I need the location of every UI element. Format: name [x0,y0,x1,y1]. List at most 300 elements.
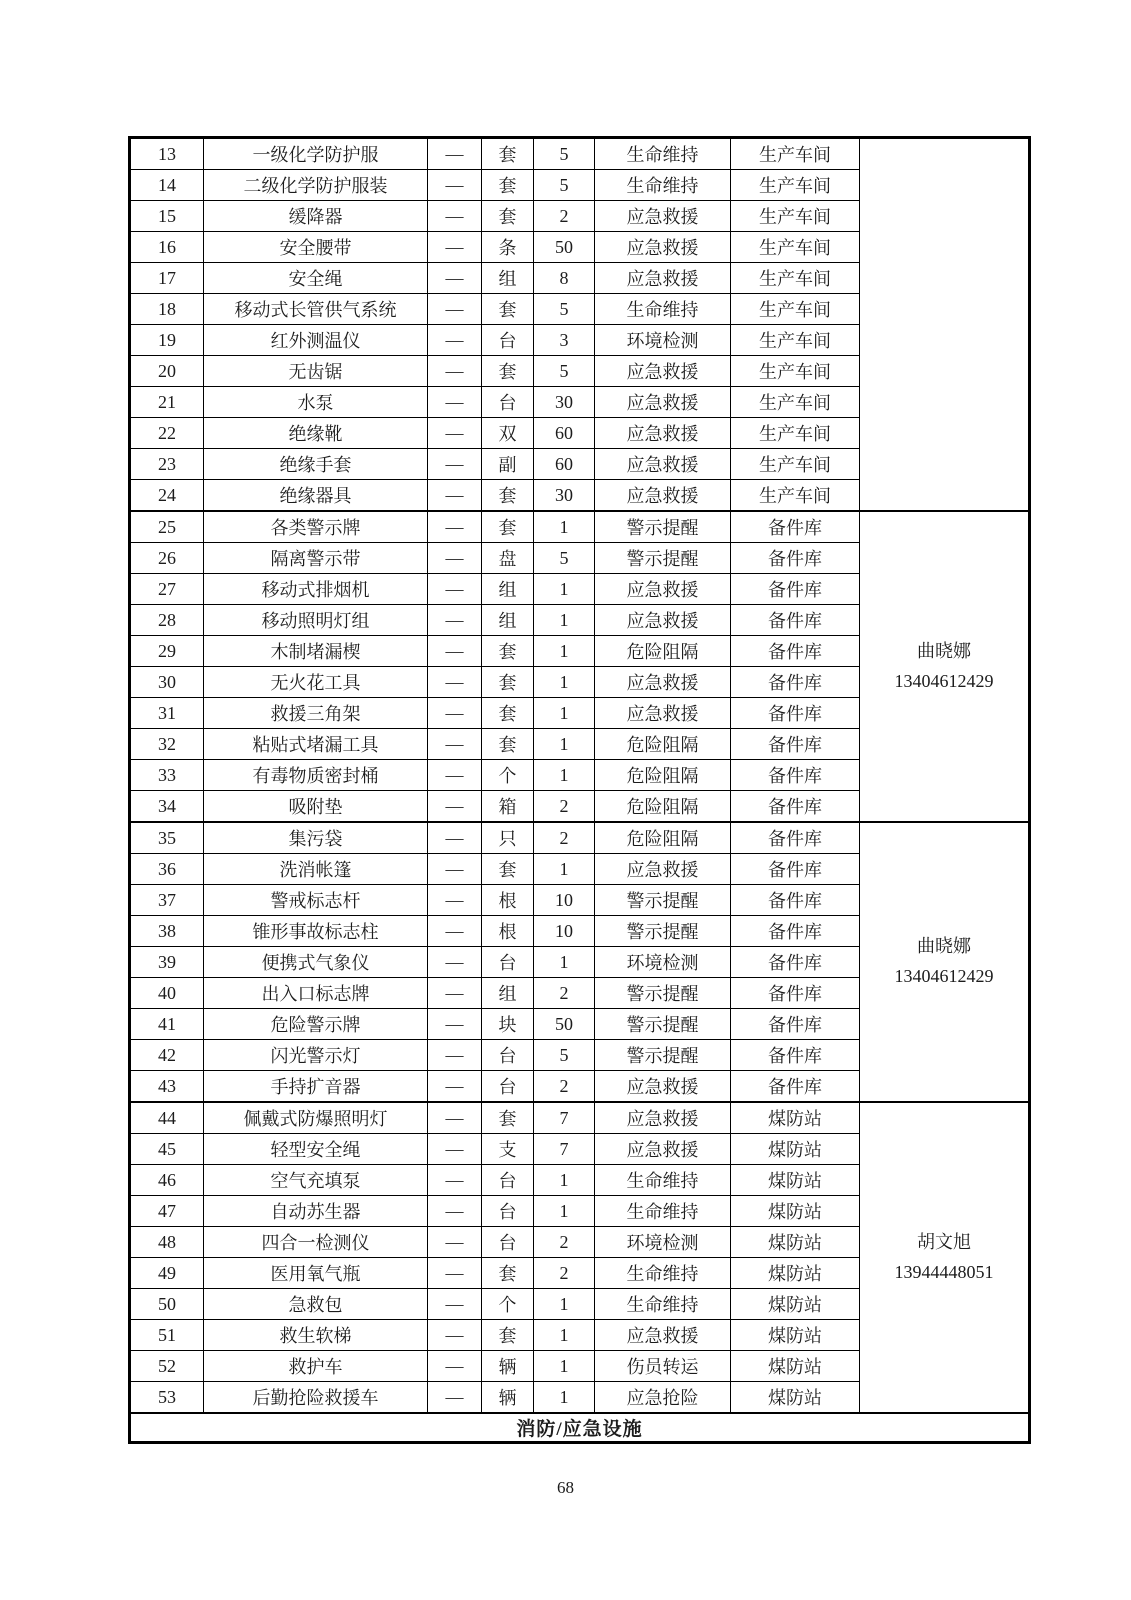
cell-purpose: 危险阻隔 [595,729,731,760]
cell-location: 生产车间 [731,418,860,449]
cell-quantity: 7 [534,1102,595,1134]
cell-quantity: 50 [534,1009,595,1040]
cell-row-number: 22 [130,418,204,449]
cell-unit: 组 [482,978,534,1009]
cell-purpose: 生命维持 [595,170,731,201]
cell-unit: 套 [482,636,534,667]
cell-location: 煤防站 [731,1165,860,1196]
cell-item-name: 集污袋 [204,822,428,854]
cell-purpose: 应急抢险 [595,1382,731,1414]
cell-item-name: 无火花工具 [204,667,428,698]
cell-row-number: 21 [130,387,204,418]
cell-spec: — [428,138,482,170]
cell-spec: — [428,667,482,698]
cell-row-number: 17 [130,263,204,294]
cell-location: 煤防站 [731,1289,860,1320]
cell-spec: — [428,636,482,667]
cell-item-name: 二级化学防护服装 [204,170,428,201]
cell-quantity: 1 [534,1196,595,1227]
cell-unit: 台 [482,1227,534,1258]
cell-location: 煤防站 [731,1382,860,1414]
cell-location: 生产车间 [731,170,860,201]
cell-contact-person [860,822,1030,1102]
cell-unit: 套 [482,201,534,232]
cell-item-name: 有毒物质密封桶 [204,760,428,791]
contact-name: 胡文旭 [917,1231,971,1252]
cell-unit: 套 [482,698,534,729]
equipment-table [128,136,1031,1444]
cell-spec: — [428,356,482,387]
cell-unit: 台 [482,947,534,978]
cell-spec: — [428,1165,482,1196]
cell-row-number: 15 [130,201,204,232]
cell-location: 煤防站 [731,1196,860,1227]
cell-spec: — [428,1134,482,1165]
cell-unit: 台 [482,325,534,356]
cell-unit: 组 [482,605,534,636]
cell-quantity: 2 [534,1258,595,1289]
cell-quantity: 60 [534,418,595,449]
cell-spec: — [428,729,482,760]
cell-quantity: 5 [534,170,595,201]
cell-quantity: 2 [534,791,595,823]
cell-location: 生产车间 [731,449,860,480]
cell-unit: 套 [482,170,534,201]
cell-purpose: 生命维持 [595,1165,731,1196]
cell-spec: — [428,947,482,978]
cell-item-name: 隔离警示带 [204,543,428,574]
cell-row-number: 53 [130,1382,204,1414]
cell-location: 备件库 [731,1009,860,1040]
cell-row-number: 35 [130,822,204,854]
cell-row-number: 51 [130,1320,204,1351]
cell-location: 煤防站 [731,1351,860,1382]
cell-quantity: 1 [534,1165,595,1196]
cell-row-number: 46 [130,1165,204,1196]
contact-name: 曲晓娜 [917,936,971,957]
cell-item-name: 绝缘器具 [204,480,428,512]
cell-purpose: 应急救援 [595,449,731,480]
cell-purpose: 应急救援 [595,263,731,294]
cell-location: 煤防站 [731,1258,860,1289]
cell-spec: — [428,1071,482,1103]
cell-row-number: 49 [130,1258,204,1289]
cell-item-name: 自动苏生器 [204,1196,428,1227]
cell-spec: — [428,885,482,916]
cell-purpose: 应急救援 [595,605,731,636]
cell-quantity: 1 [534,760,595,791]
cell-location: 煤防站 [731,1320,860,1351]
cell-unit: 台 [482,1040,534,1071]
cell-purpose: 伤员转运 [595,1351,731,1382]
cell-location: 生产车间 [731,138,860,170]
cell-quantity: 1 [534,574,595,605]
cell-quantity: 1 [534,636,595,667]
cell-purpose: 应急救援 [595,574,731,605]
cell-purpose: 环境检测 [595,1227,731,1258]
cell-location: 生产车间 [731,263,860,294]
cell-item-name: 安全绳 [204,263,428,294]
cell-row-number: 26 [130,543,204,574]
cell-quantity: 30 [534,480,595,512]
cell-row-number: 29 [130,636,204,667]
cell-quantity: 7 [534,1134,595,1165]
cell-purpose: 应急救援 [595,1320,731,1351]
cell-location: 备件库 [731,1071,860,1103]
cell-purpose: 警示提醒 [595,978,731,1009]
cell-item-name: 医用氧气瓶 [204,1258,428,1289]
cell-row-number: 28 [130,605,204,636]
cell-item-name: 空气充填泵 [204,1165,428,1196]
cell-item-name: 后勤抢险救援车 [204,1382,428,1414]
cell-item-name: 绝缘靴 [204,418,428,449]
cell-row-number: 20 [130,356,204,387]
cell-spec: — [428,418,482,449]
cell-item-name: 闪光警示灯 [204,1040,428,1071]
cell-row-number: 47 [130,1196,204,1227]
cell-item-name: 移动式长管供气系统 [204,294,428,325]
cell-quantity: 10 [534,916,595,947]
contact-phone: 13404612429 [894,966,994,986]
cell-item-name: 绝缘手套 [204,449,428,480]
cell-location: 备件库 [731,916,860,947]
cell-unit: 套 [482,667,534,698]
cell-unit: 套 [482,138,534,170]
cell-purpose: 应急救援 [595,1102,731,1134]
cell-item-name: 危险警示牌 [204,1009,428,1040]
cell-location: 备件库 [731,543,860,574]
cell-quantity: 50 [534,232,595,263]
table-row [130,511,1030,543]
cell-unit: 台 [482,1196,534,1227]
cell-spec: — [428,605,482,636]
cell-quantity: 5 [534,294,595,325]
cell-quantity: 1 [534,1289,595,1320]
cell-purpose: 警示提醒 [595,511,731,543]
cell-unit: 支 [482,1134,534,1165]
cell-item-name: 洗消帐篷 [204,854,428,885]
cell-location: 备件库 [731,636,860,667]
cell-unit: 辆 [482,1382,534,1414]
cell-purpose: 应急救援 [595,667,731,698]
cell-location: 备件库 [731,760,860,791]
cell-item-name: 救生软梯 [204,1320,428,1351]
cell-spec: — [428,294,482,325]
cell-location: 备件库 [731,605,860,636]
cell-contact-person [860,138,1030,512]
cell-row-number: 32 [130,729,204,760]
cell-quantity: 2 [534,1227,595,1258]
cell-purpose: 生命维持 [595,294,731,325]
cell-item-name: 出入口标志牌 [204,978,428,1009]
cell-quantity: 1 [534,854,595,885]
contact-name: 曲晓娜 [917,640,971,661]
cell-unit: 块 [482,1009,534,1040]
cell-spec: — [428,170,482,201]
cell-quantity: 10 [534,885,595,916]
cell-row-number: 36 [130,854,204,885]
cell-location: 煤防站 [731,1102,860,1134]
cell-location: 煤防站 [731,1227,860,1258]
cell-unit: 个 [482,760,534,791]
cell-row-number: 38 [130,916,204,947]
cell-spec: — [428,1009,482,1040]
cell-location: 生产车间 [731,294,860,325]
cell-item-name: 救援三角架 [204,698,428,729]
table-row [130,1102,1030,1134]
cell-purpose: 应急救援 [595,201,731,232]
cell-spec: — [428,1040,482,1071]
cell-unit: 套 [482,294,534,325]
cell-row-number: 31 [130,698,204,729]
cell-quantity: 2 [534,978,595,1009]
cell-purpose: 应急救援 [595,418,731,449]
cell-row-number: 24 [130,480,204,512]
cell-spec: — [428,1258,482,1289]
cell-purpose: 应急救援 [595,480,731,512]
cell-row-number: 50 [130,1289,204,1320]
cell-purpose: 生命维持 [595,1289,731,1320]
cell-quantity: 8 [534,263,595,294]
cell-quantity: 2 [534,1071,595,1103]
cell-item-name: 锥形事故标志柱 [204,916,428,947]
cell-contact-person [860,1102,1030,1413]
cell-location: 备件库 [731,667,860,698]
section-footer-title: 消防/应急设施 [130,1413,1030,1443]
cell-location: 备件库 [731,1040,860,1071]
cell-unit: 副 [482,449,534,480]
cell-item-name: 佩戴式防爆照明灯 [204,1102,428,1134]
cell-row-number: 37 [130,885,204,916]
cell-spec: — [428,201,482,232]
cell-purpose: 危险阻隔 [595,636,731,667]
contact-phone: 13404612429 [894,670,994,691]
cell-unit: 套 [482,511,534,543]
cell-quantity: 30 [534,387,595,418]
cell-spec: — [428,791,482,823]
cell-spec: — [428,1289,482,1320]
cell-spec: — [428,232,482,263]
cell-item-name: 水泵 [204,387,428,418]
cell-row-number: 33 [130,760,204,791]
cell-item-name: 安全腰带 [204,232,428,263]
cell-purpose: 警示提醒 [595,1009,731,1040]
cell-quantity: 1 [534,1382,595,1414]
cell-quantity: 1 [534,947,595,978]
cell-item-name: 各类警示牌 [204,511,428,543]
cell-item-name: 木制堵漏楔 [204,636,428,667]
cell-unit: 个 [482,1289,534,1320]
cell-row-number: 18 [130,294,204,325]
cell-location: 煤防站 [731,1134,860,1165]
cell-location: 备件库 [731,574,860,605]
table-body [130,138,1030,1414]
cell-item-name: 四合一检测仪 [204,1227,428,1258]
cell-unit: 只 [482,822,534,854]
cell-quantity: 3 [534,325,595,356]
cell-location: 备件库 [731,791,860,823]
cell-location: 生产车间 [731,201,860,232]
cell-purpose: 警示提醒 [595,1040,731,1071]
cell-location: 备件库 [731,947,860,978]
cell-spec: — [428,1351,482,1382]
cell-row-number: 23 [130,449,204,480]
cell-item-name: 一级化学防护服 [204,138,428,170]
cell-location: 备件库 [731,729,860,760]
cell-spec: — [428,1382,482,1414]
cell-unit: 组 [482,263,534,294]
cell-spec: — [428,387,482,418]
cell-spec: — [428,854,482,885]
cell-row-number: 41 [130,1009,204,1040]
cell-spec: — [428,1196,482,1227]
cell-row-number: 43 [130,1071,204,1103]
cell-row-number: 40 [130,978,204,1009]
cell-purpose: 警示提醒 [595,916,731,947]
cell-row-number: 27 [130,574,204,605]
cell-spec: — [428,698,482,729]
cell-location: 备件库 [731,978,860,1009]
table-row [130,138,1030,170]
cell-item-name: 红外测温仪 [204,325,428,356]
cell-unit: 双 [482,418,534,449]
cell-item-name: 便携式气象仪 [204,947,428,978]
cell-quantity: 60 [534,449,595,480]
cell-spec: — [428,325,482,356]
cell-row-number: 45 [130,1134,204,1165]
cell-quantity: 2 [534,822,595,854]
cell-spec: — [428,449,482,480]
cell-unit: 盘 [482,543,534,574]
cell-quantity: 1 [534,1320,595,1351]
cell-quantity: 1 [534,605,595,636]
cell-quantity: 5 [534,1040,595,1071]
cell-spec: — [428,1227,482,1258]
cell-item-name: 移动式排烟机 [204,574,428,605]
cell-purpose: 应急救援 [595,232,731,263]
cell-purpose: 警示提醒 [595,885,731,916]
cell-item-name: 手持扩音器 [204,1071,428,1103]
contact-phone: 13944448051 [894,1261,994,1282]
cell-location: 生产车间 [731,480,860,512]
cell-item-name: 无齿锯 [204,356,428,387]
cell-spec: — [428,480,482,512]
cell-row-number: 44 [130,1102,204,1134]
cell-quantity: 1 [534,667,595,698]
cell-quantity: 5 [534,356,595,387]
cell-quantity: 1 [534,1351,595,1382]
cell-spec: — [428,574,482,605]
cell-location: 生产车间 [731,387,860,418]
table-row [130,822,1030,854]
cell-unit: 根 [482,916,534,947]
cell-unit: 套 [482,1320,534,1351]
cell-purpose: 环境检测 [595,947,731,978]
cell-row-number: 39 [130,947,204,978]
cell-purpose: 应急救援 [595,387,731,418]
cell-unit: 套 [482,356,534,387]
cell-unit: 根 [482,885,534,916]
cell-item-name: 急救包 [204,1289,428,1320]
cell-quantity: 5 [534,138,595,170]
cell-purpose: 应急救援 [595,698,731,729]
cell-unit: 套 [482,1102,534,1134]
cell-unit: 台 [482,1165,534,1196]
table-footer [130,1413,1030,1443]
cell-row-number: 30 [130,667,204,698]
cell-unit: 台 [482,1071,534,1103]
cell-purpose: 应急救援 [595,356,731,387]
cell-spec: — [428,511,482,543]
cell-purpose: 应急救援 [595,1071,731,1103]
cell-location: 生产车间 [731,232,860,263]
cell-item-name: 警戒标志杆 [204,885,428,916]
cell-row-number: 52 [130,1351,204,1382]
cell-unit: 条 [482,232,534,263]
cell-spec: — [428,760,482,791]
cell-purpose: 危险阻隔 [595,760,731,791]
cell-spec: — [428,1320,482,1351]
cell-location: 生产车间 [731,356,860,387]
cell-purpose: 危险阻隔 [595,791,731,823]
page-number: 68 [557,1478,574,1497]
cell-purpose: 应急救援 [595,1134,731,1165]
cell-quantity: 2 [534,201,595,232]
cell-item-name: 轻型安全绳 [204,1134,428,1165]
cell-spec: — [428,263,482,294]
cell-contact-person [860,511,1030,822]
cell-spec: — [428,978,482,1009]
cell-row-number: 14 [130,170,204,201]
cell-unit: 套 [482,729,534,760]
cell-purpose: 生命维持 [595,1258,731,1289]
cell-unit: 套 [482,480,534,512]
cell-quantity: 1 [534,729,595,760]
cell-quantity: 1 [534,511,595,543]
cell-purpose: 危险阻隔 [595,822,731,854]
cell-location: 备件库 [731,885,860,916]
cell-location: 备件库 [731,511,860,543]
cell-location: 备件库 [731,854,860,885]
cell-spec: — [428,1102,482,1134]
cell-spec: — [428,822,482,854]
cell-row-number: 16 [130,232,204,263]
cell-unit: 台 [482,387,534,418]
cell-item-name: 吸附垫 [204,791,428,823]
cell-item-name: 救护车 [204,1351,428,1382]
cell-item-name: 移动照明灯组 [204,605,428,636]
cell-unit: 箱 [482,791,534,823]
cell-location: 生产车间 [731,325,860,356]
cell-purpose: 警示提醒 [595,543,731,574]
cell-row-number: 48 [130,1227,204,1258]
cell-row-number: 42 [130,1040,204,1071]
cell-purpose: 生命维持 [595,138,731,170]
cell-item-name: 缓降器 [204,201,428,232]
cell-purpose: 生命维持 [595,1196,731,1227]
cell-unit: 套 [482,854,534,885]
cell-spec: — [428,916,482,947]
cell-unit: 组 [482,574,534,605]
cell-row-number: 34 [130,791,204,823]
cell-purpose: 应急救援 [595,854,731,885]
cell-unit: 辆 [482,1351,534,1382]
cell-quantity: 1 [534,698,595,729]
cell-location: 备件库 [731,698,860,729]
cell-quantity: 5 [534,543,595,574]
cell-item-name: 粘贴式堵漏工具 [204,729,428,760]
cell-unit: 套 [482,1258,534,1289]
